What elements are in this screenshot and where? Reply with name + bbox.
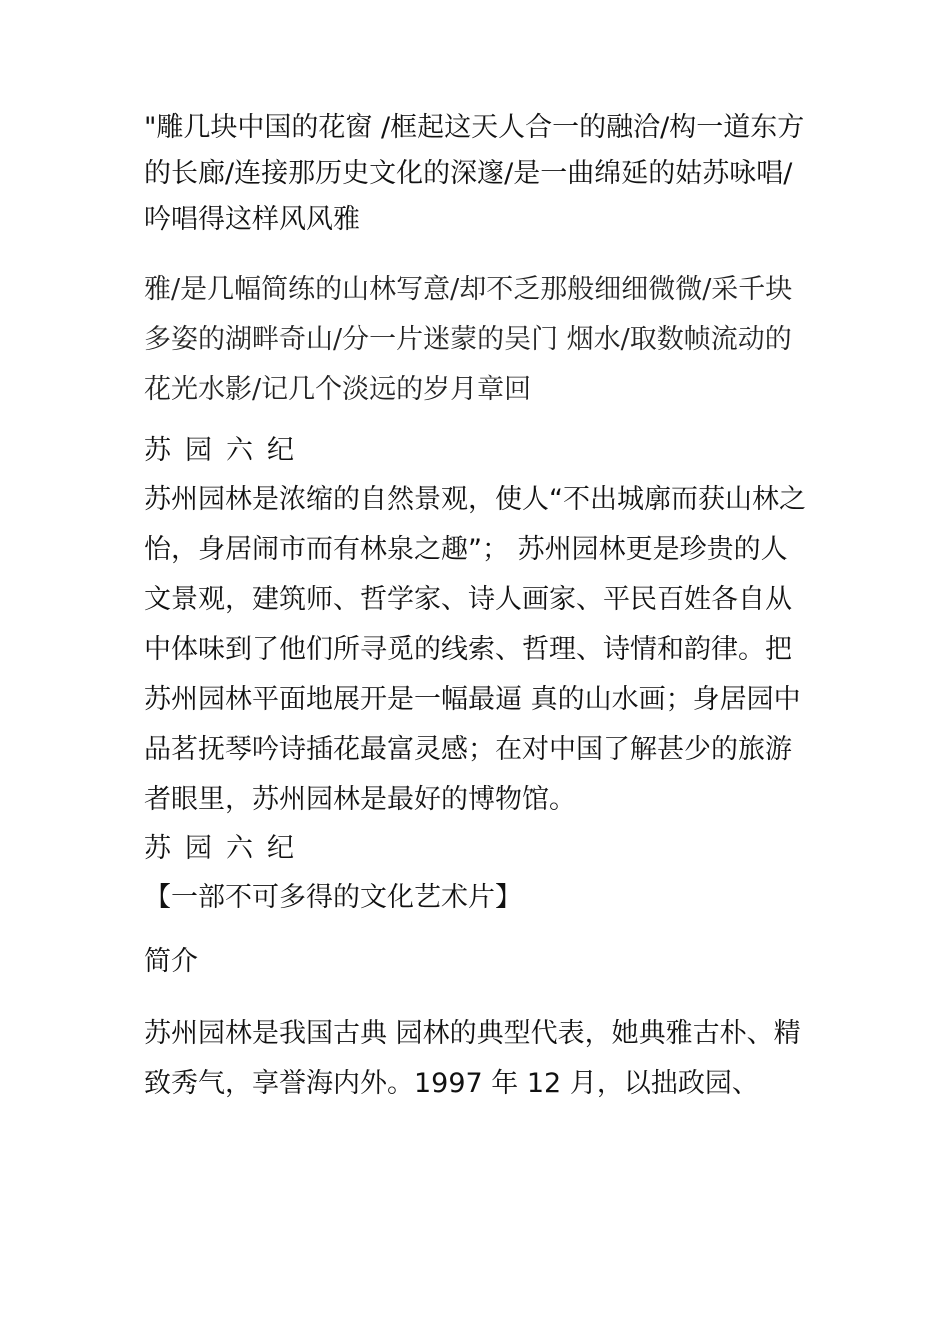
tagline: 【一部不可多得的文化艺术片】 [144,882,522,913]
poem-stanza-1: "雕几块中国的花窗 /框起这天人合一的融洽/构一道东方的长廊/连接那历史文化的深邃/是一曲绵延的姑苏咏唱/吟唱得这样风风雅 [144,112,805,235]
intro-heading: 简介 [144,946,198,977]
intro-body: 苏州园林是我国古典 园林的典型代表，她典雅古朴、精致秀气，享誉海内外。1997 年 12 月，以拙政园、 [144,1018,801,1099]
section-heading-1: 苏园六纪 [144,435,308,466]
poem-stanza-2: 雅/是几幅简练的山林写意/却不乏那般细细微微/采千块多姿的湖畔奇山/分一片迷蒙的吴门 烟水/取数帧流动的花光水影/记几个淡远的岁月章回 [144,274,793,405]
section-heading-2: 苏园六纪 [144,833,308,864]
section-body-1: 苏州园林是浓缩的自然景观，使人“不出城廓而获山林之怡，身居闹市而有林泉之趣”； 苏州园林更是珍贵的人文景观，建筑师、哲学家、诗人画家、平民百姓各自从中体味到了他们所寻觅的线索、哲理、诗情和韵律。把苏州园林平面地展开是一幅最逼 真的山水画；身居园中品茗抚琴吟诗插花最富灵感；在对中国了解甚少的旅游者眼里，苏州园林是最好的博物馆。 [144,484,806,815]
document-page [144,105,808,1109]
